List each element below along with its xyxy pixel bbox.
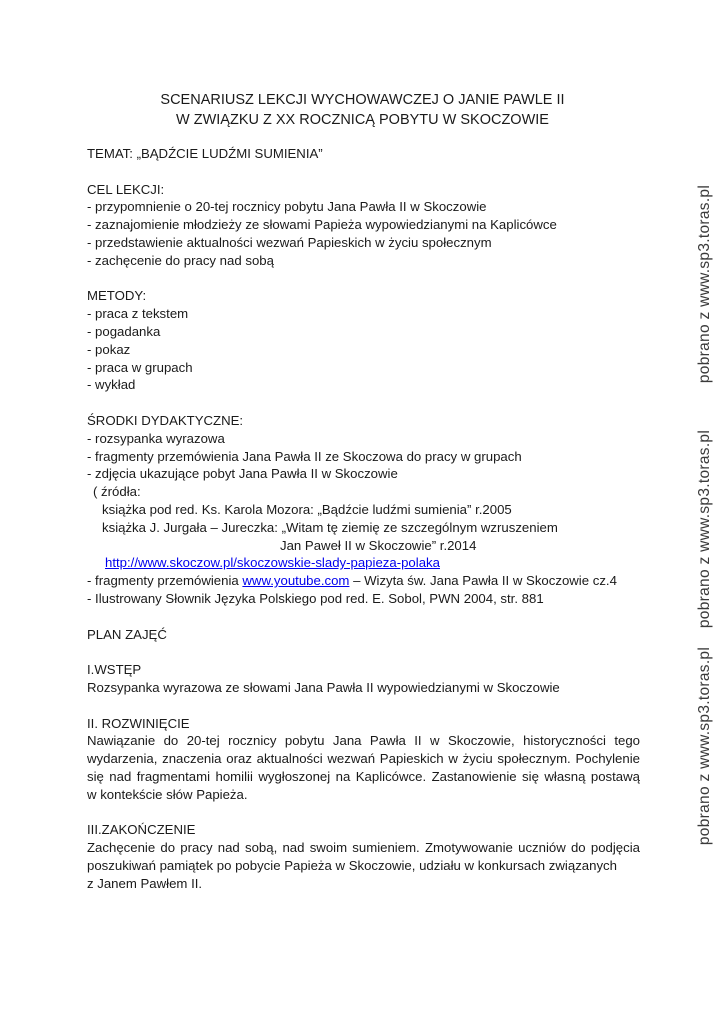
source-web-link[interactable]: http://www.skoczow.pl/skoczowskie-slady-papieza-polaka <box>105 555 440 571</box>
development-line: Nawiązanie do 20-tej rocznicy pobytu Jana Pawła II w Skoczowie, historyczności tego <box>87 733 640 749</box>
lesson-topic: TEMAT: „BĄDŹCIE LUDŹMI SUMIENIA” <box>87 146 323 161</box>
development-line: w kontekście słów Papieża. <box>87 786 248 802</box>
conclusion-heading: III.ZAKOŃCZENIE <box>87 822 196 838</box>
sources-label: ( źródła: <box>93 484 141 500</box>
goal-item: - zaznajomienie młodzieży ze słowami Papieża wypowiedzianymi na Kaplicówce <box>87 217 557 233</box>
development-line: się nad fragmentami homilii wygłoszonej na Kaplicówce. Zastanowienie się własną postawą <box>87 768 640 784</box>
goal-item: - zachęcenie do pracy nad sobą <box>87 252 274 268</box>
method-item: - pokaz <box>87 341 131 357</box>
youtube-link[interactable]: www.youtube.com <box>242 573 350 589</box>
resources-heading: ŚRODKI DYDAKTYCZNE: <box>87 412 244 428</box>
development-heading: II. ROZWINIĘCIE <box>87 715 190 731</box>
resource-item-video <box>87 572 640 590</box>
watermark-middle: pobrano z www.sp3.toras.pl <box>696 429 713 629</box>
resource-item: - rozsypanka wyrazowa <box>87 430 225 446</box>
source-book-1: książka pod red. Ks. Karola Mozora: „Bądźcie ludźmi sumienia” r.2005 <box>102 501 512 517</box>
intro-heading: I.WSTĘP <box>87 662 142 678</box>
method-item: - praca z tekstem <box>87 306 189 322</box>
title-line-2: W ZWIĄZKU Z XX ROCZNICĄ POBYTU W SKOCZOWIE <box>176 112 549 128</box>
conclusion-line: z Janem Pawłem II. <box>87 875 203 891</box>
title-line-1: SCENARIUSZ LEKCJI WYCHOWAWCZEJ O JANIE PAWLE II <box>160 92 565 108</box>
intro-text: Rozsypanka wyrazowa ze słowami Jana Pawła II wypowiedzianymi w Skoczowie <box>87 679 560 695</box>
conclusion-line: Zachęcenie do pracy nad sobą, nad swoim sumieniem. Zmotywowanie uczniów do podjęcia <box>87 840 640 856</box>
development-line: wydarzenia, znaczenia oraz aktualności wezwań Papieskich w życiu społecznym. Pochylenie <box>87 751 640 767</box>
method-item: - praca w grupach <box>87 359 193 375</box>
goal-item: - przedstawienie aktualności wezwań Papieskich w życiu społecznym <box>87 234 492 250</box>
conclusion-line: poszukiwań pamiątek po pobycie Papieża w Skoczowie, udziału w konkursach związanych <box>87 857 617 873</box>
video-suffix: – Wizyta św. Jana Pawła II w Skoczowie cz.4 <box>349 573 617 589</box>
goals-heading: CEL LEKCJI: <box>87 181 165 197</box>
method-item: - pogadanka <box>87 323 161 339</box>
source-book-2-cont: Jan Paweł II w Skoczowie” r.2014 <box>280 537 477 553</box>
video-prefix: - fragmenty przemówienia <box>87 573 243 589</box>
resource-item: - fragmenty przemówienia Jana Pawła II ze Skoczowa do pracy w grupach <box>87 448 522 464</box>
watermark-top: pobrano z www.sp3.toras.pl <box>696 184 713 384</box>
resource-item-dictionary: - Ilustrowany Słownik Języka Polskiego pod red. E. Sobol, PWN 2004, str. 881 <box>87 590 544 606</box>
resource-item: - zdjęcia ukazujące pobyt Jana Pawła II w Skoczowie <box>87 466 398 482</box>
plan-heading: PLAN ZAJĘĆ <box>87 626 167 642</box>
goal-item: - przypomnienie o 20-tej rocznicy pobytu Jana Pawła II w Skoczowie <box>87 199 487 215</box>
watermark-bottom: pobrano z www.sp3.toras.pl <box>696 646 713 846</box>
source-book-2: książka J. Jurgała – Jureczka: „Witam tę ziemię ze szczególnym wzruszeniem <box>102 519 558 535</box>
method-item: - wykład <box>87 377 136 393</box>
methods-heading: METODY: <box>87 288 147 304</box>
document-body <box>87 145 640 892</box>
